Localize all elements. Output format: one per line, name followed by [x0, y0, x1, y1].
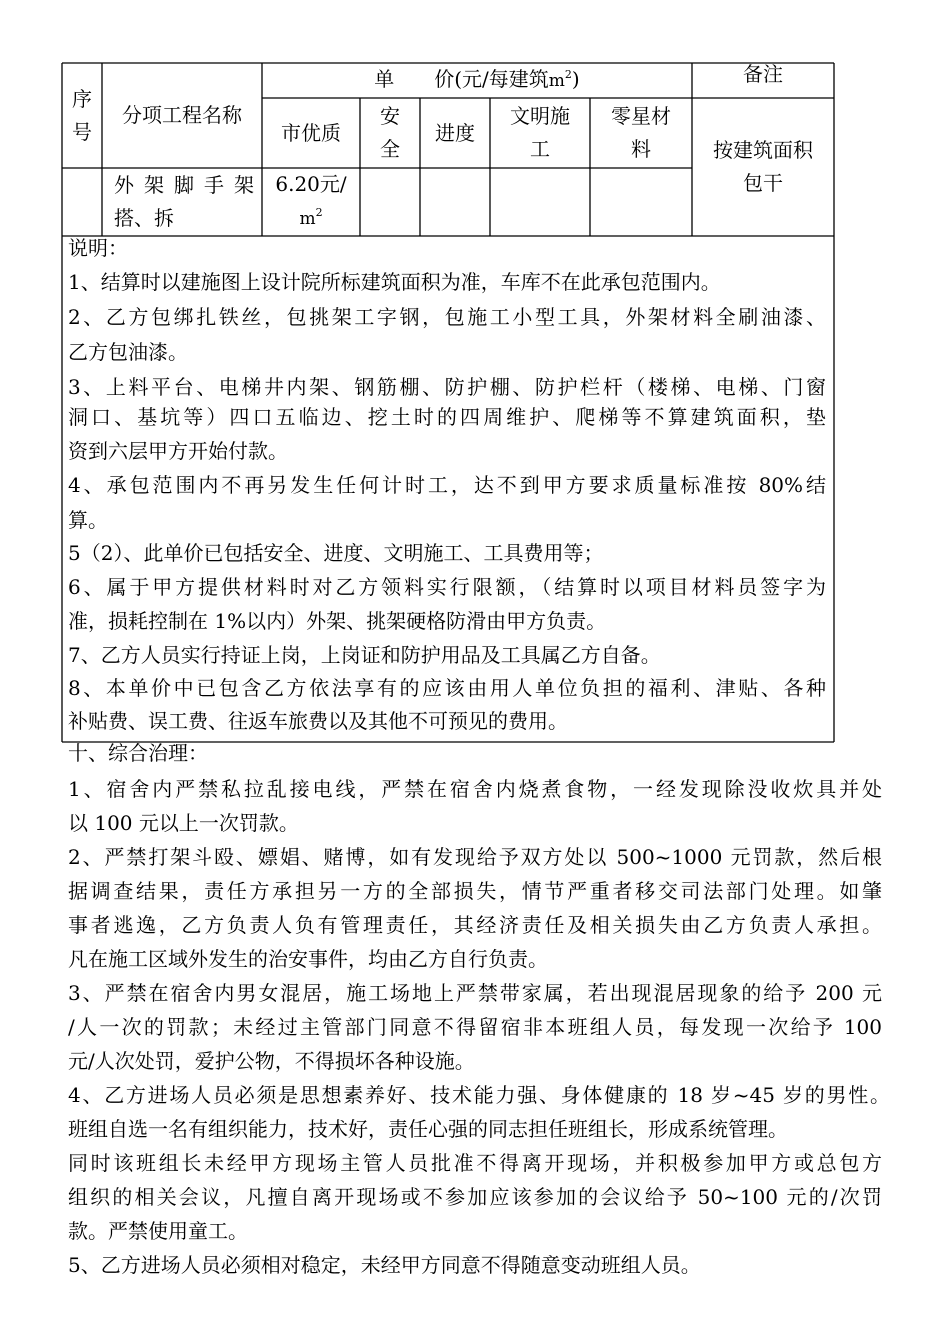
header-unit-price: 单 价(元/每建筑$m^2$) — [374, 67, 580, 91]
section-heading: 十、综合治理： — [68, 741, 208, 765]
note-line: 算。 — [68, 508, 108, 532]
section-line: 同时该班组长未经甲方现场主管人员批准不得离开现场，并积极参加甲方或总包方 — [68, 1151, 882, 1175]
note-line: 5（2）、此单价已包括安全、进度、文明施工、工具费用等； — [68, 541, 604, 565]
note-line: 补贴费、误工费、往返车旅费以及其他不可预见的费用。 — [68, 709, 568, 733]
note-line: 准，损耗控制在 1%以内）外架、挑架硬格防滑由甲方负责。 — [68, 609, 607, 633]
header-misc-material: 零星材 料 — [611, 104, 671, 161]
section-line: 凡在施工区域外发生的治安事件，均由乙方自行负责。 — [68, 947, 548, 971]
remark-value: 按建筑面积 包干 — [713, 138, 813, 195]
note-line: 3、上料平台、电梯井内架、钢筋棚、防护棚、防护栏杆（楼梯、电梯、门窗 — [68, 375, 826, 399]
section-line: 3、严禁在宿舍内男女混居，施工场地上严禁带家属，若出现混居现象的给予 200 元 — [68, 981, 882, 1005]
section-line: 班组自选一名有组织能力，技术好，责任心强的同志担任班组长，形成系统管理。 — [68, 1117, 788, 1141]
header-seq: 序 号 — [72, 86, 92, 144]
note-line: 2、乙方包绑扎铁丝，包挑架工字钢，包施工小型工具，外架材料全刷油漆、 — [68, 305, 826, 329]
header-remark: 备注 — [743, 61, 783, 86]
section-line: 5、乙方进场人员必须相对稳定，未经甲方同意不得随意变动班组人员。 — [68, 1253, 701, 1277]
header-item-name: 分项工程名称 — [122, 103, 242, 127]
section-line: 元/人次处罚，爱护公物，不得损坏各种设施。 — [68, 1049, 475, 1073]
note-line: 4、承包范围内不再另发生任何计时工，达不到甲方要求质量标准按 80%结 — [68, 473, 826, 497]
section-line: 2、严禁打架斗殴、嫖娼、赌博，如有发现给予双方处以 500~1000 元罚款，然后根 — [68, 845, 882, 869]
note-line: 6、属于甲方提供材料时对乙方领料实行限额，（结算时以项目材料员签字为 — [68, 575, 826, 599]
header-quality: 市优质 — [281, 120, 341, 145]
note-line: 7、乙方人员实行持证上岗，上岗证和防护用品及工具属乙方自备。 — [68, 643, 661, 667]
section-line: 1、宿舍内严禁私拉乱接电线，严禁在宿舍内烧煮食物，一经发现除没收炊具并处 — [68, 777, 882, 801]
note-line: 1、结算时以建施图上设计院所标建筑面积为准，车库不在此承包范围内。 — [68, 270, 721, 294]
note-line: 乙方包油漆。 — [68, 340, 188, 364]
note-line: 说明： — [68, 236, 128, 260]
section-line: 4、乙方进场人员必须是思想素养好、技术能力强、身体健康的 18 岁~45 岁的男性。 — [68, 1083, 890, 1107]
section-line: /人一次的罚款；未经过主管部门同意不得留宿非本班组人员，每发现一次给予 100 — [68, 1015, 882, 1039]
row-item-name: 外架脚手架 搭、拆 — [114, 173, 254, 230]
section-line: 事者逃逸，乙方负责人负有管理责任，其经济责任及相关损失由乙方负责人承担。 — [68, 913, 882, 937]
note-line: 资到六层甲方开始付款。 — [68, 439, 288, 463]
header-safety: 安 全 — [380, 104, 400, 161]
section-line: 款。严禁使用童工。 — [68, 1219, 248, 1243]
header-civilized: 文明施 工 — [510, 104, 570, 161]
row-price-quality: 6.20元/ $m^2$ — [275, 172, 347, 229]
section-line: 据调查结果，责任方承担另一方的全部损失，情节严重者移交司法部门处理。如肇 — [68, 879, 882, 903]
section-line: 组织的相关会议，凡擅自离开现场或不参加应该参加的会议给予 50~100 元的/次罚 — [68, 1185, 882, 1209]
section-line: 以 100 元以上一次罚款。 — [68, 811, 299, 835]
note-line: 洞口、基坑等）四口五临边、挖土时的四周维护、爬梯等不算建筑面积，垫 — [68, 405, 826, 429]
header-progress: 进度 — [435, 120, 475, 145]
note-line: 8、本单价中已包含乙方依法享有的应该由用人单位负担的福利、津贴、各种 — [68, 676, 826, 700]
row-seq — [62, 168, 102, 236]
